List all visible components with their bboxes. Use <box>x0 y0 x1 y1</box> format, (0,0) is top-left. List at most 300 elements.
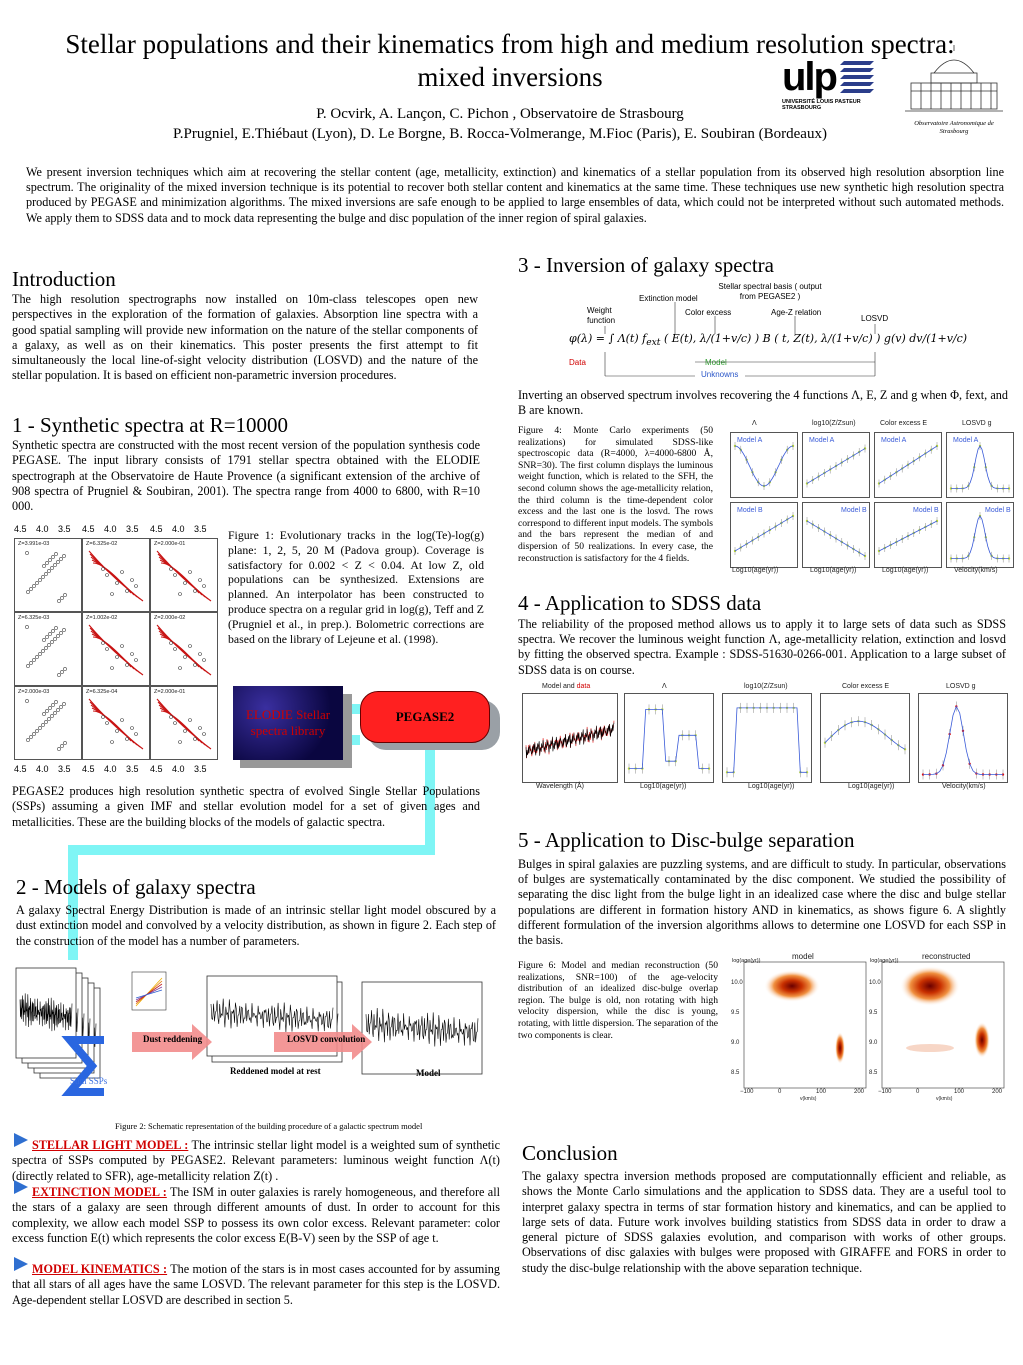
fig1-point <box>179 593 182 596</box>
fig1-point <box>189 719 192 722</box>
fig2-model-spectrum-frame <box>362 982 482 1074</box>
fig1-point <box>60 596 63 599</box>
fig1-point <box>116 582 119 585</box>
eq-label-unknowns: Unknowns <box>701 370 739 379</box>
sdss-plot <box>919 694 1007 782</box>
fig1-track <box>89 625 143 675</box>
fig1-point <box>170 568 173 571</box>
tick: 4.0 <box>104 524 117 534</box>
fig6-bulge-blob <box>764 970 820 1002</box>
fig1-point <box>50 714 53 717</box>
elodie-label: ELODIE Stellar spectra library <box>245 707 331 738</box>
fig1-point <box>57 747 60 750</box>
sdss-model-line <box>526 723 614 758</box>
fig4-curve <box>807 449 865 484</box>
equation-diagram <box>565 282 968 382</box>
sdss-curve <box>727 708 807 772</box>
fig1-panel-plot <box>15 687 81 759</box>
fig6-xtick: 0 <box>778 1089 782 1095</box>
bullet-kinematics <box>12 1262 500 1308</box>
fig1-point <box>26 664 29 667</box>
fig1-track <box>93 563 131 593</box>
fig1-panel <box>150 538 218 612</box>
sdss-col-title: LOSVD g <box>946 683 976 690</box>
fig1-grid <box>14 538 218 763</box>
figure-1 <box>14 524 224 776</box>
fig1-track <box>89 551 143 601</box>
fig1-point <box>53 637 56 640</box>
fig4-plot <box>875 433 941 497</box>
fig6-xtick: 0 <box>916 1089 920 1095</box>
fig1-point <box>47 717 50 720</box>
fig1-point <box>44 720 47 723</box>
fig4-panel <box>874 502 942 568</box>
fig1-point <box>111 667 114 670</box>
tick: 4.5 <box>14 764 27 774</box>
fig4-plot <box>731 503 797 567</box>
fig4-panel <box>946 432 1014 498</box>
authors-line-1: P. Ocvirk, A. Lançon, C. Pichon , Observatoire de Strasbourg <box>316 106 684 122</box>
bullet-kinematics-text: The motion of the stars is in most cases accounted for by assuming that all stars of all ages have the same LOSVD. The relevant parameter for this step is the LOSVD. Age-dependent stellar LOSVD are described in section 5. <box>12 1262 500 1307</box>
tick: 4.0 <box>36 524 49 534</box>
connector-line <box>68 845 435 855</box>
fig6-xtick: 100 <box>816 1089 827 1095</box>
figure-2 <box>12 962 502 1114</box>
fig4-curve <box>951 446 1009 489</box>
fig6-xlabel: v(km/s) <box>936 1096 953 1102</box>
fig1-point <box>102 716 105 719</box>
fig1-point <box>111 741 114 744</box>
fig1-point <box>38 578 41 581</box>
sdss-panel <box>624 693 714 783</box>
fig1-track <box>161 711 199 741</box>
bullet-extinction-text: The ISM in outer galaxies is rarely homogeneous, and therefore all the stars of a galaxy are seen through different amounts of dust. In order to account for this complexity, we allow each model SSP to possess its own color excess. Relevant parameter: color excess function E(t) which represents the color excess E(B-V) seen by the SSP of age t. <box>12 1185 500 1245</box>
fig1-panel <box>150 686 218 760</box>
fig6-xtick: 200 <box>854 1089 865 1095</box>
ulp-logo-subtitle: UNIVERSITÉ LOUIS PASTEUR STRASBOURG <box>782 99 861 111</box>
sec4-text: The reliability of the proposed method allows us to apply it to large sets of data such as SDSS spectra. We recover the luminous weight function Λ, age-metallicity relation, extinction and losvd by fitting the observed spectra. Example : SDSS-51630-0266-001. Application to a large subset of SDSS data is on course. <box>518 617 1006 677</box>
fig4-model-label: Model B <box>985 507 1011 514</box>
fig4-model-label: Model A <box>881 437 907 444</box>
fig4-plot <box>803 433 869 497</box>
fig4-model-label: Model A <box>809 437 835 444</box>
fig4-curve <box>879 446 937 484</box>
fig1-point <box>57 599 60 602</box>
ulp-logo <box>782 55 877 115</box>
sec4-heading: 4 - Application to SDSS data <box>518 591 762 615</box>
fig1-point <box>203 585 206 588</box>
fig1-track <box>157 699 211 749</box>
tick: 4.5 <box>82 524 95 534</box>
sdss-col-title <box>542 683 590 690</box>
pegase-box <box>360 691 490 743</box>
fig6-ytick: 8.5 <box>869 1070 878 1076</box>
equation: φ(λ) = ∫ Λ(t) $f_{ext}$ ( E(t), λ/(1+v/c) ) B ( t, Z(t), λ/(1+v/c) ) g(v) dv/(1+v/c) <box>569 332 968 349</box>
fig1-point <box>56 708 59 711</box>
tick: 4.5 <box>14 524 27 534</box>
conclusion-heading: Conclusion <box>522 1141 618 1165</box>
fig1-panel <box>82 538 150 612</box>
fig6-ytick: 9.0 <box>869 1040 878 1046</box>
fig1-point <box>53 563 56 566</box>
elodie-box <box>233 686 343 760</box>
fig6-ytick: 9.5 <box>869 1010 878 1016</box>
fig4-curve <box>951 516 1009 559</box>
sdss-col-title: log10(Z/Zsun) <box>744 683 788 690</box>
fig1-point <box>56 634 59 637</box>
fig1-point <box>26 590 29 593</box>
figure-6 <box>730 952 1015 1102</box>
fig1-track <box>93 711 131 741</box>
fig1-panel-plot <box>15 539 81 611</box>
fig1-caption: Figure 1: Evolutionary tracks in the log(Te)-log(g) plane: 1, 2, 5, 20 M (Padova group). Coverage is satisfactory for 0.002 < Z < 0.04. At low Z, old populations can be synthesized. Extensions are planned. An interpolator has been constructed to produce spectra on a regular grid in log(g), Teff and Z (Prugniel et al., in prep.). Bolometric corrections are based on the library of Lejeune et al. (1998). <box>228 528 484 646</box>
fig1-point <box>45 709 48 712</box>
fig1-point <box>44 572 47 575</box>
tick: 4.0 <box>104 764 117 774</box>
fig1-point <box>63 741 66 744</box>
tick: 3.5 <box>58 524 71 534</box>
tick: 3.5 <box>58 764 71 774</box>
fig1-point <box>121 719 124 722</box>
fig6-disc-blob <box>974 1022 990 1058</box>
fig1-panel-plot <box>83 539 149 611</box>
fig4-plot <box>947 503 1013 567</box>
abstract: We present inversion techniques which aim at recovering the stellar content (age, metallicity, extinction) and kinematics of a stellar population from its observed high resolution absorption line spectrum. The originality of the mixed inversion technique is its potential to recover both stellar content and kinematics at the same time. These techniques use new synthetic high resolution spectra produced by PEGASE and minimization algorithms. The mixed inversions are safe enough to be applied to large ensembles of data, which could not be interpreted without such automated methods. We apply them to SDSS data and to mock data representing the bulge and disc population of the inner region of spiral galaxies. <box>26 165 1004 225</box>
fig1-point <box>35 729 38 732</box>
fig1-point <box>116 656 119 659</box>
fig1-point <box>51 555 54 558</box>
fig1-point <box>194 738 197 741</box>
fig1-point <box>194 664 197 667</box>
fig4-model-label: Model B <box>841 507 867 514</box>
tick: 4.5 <box>150 524 163 534</box>
fig1-point <box>184 656 187 659</box>
fig1-point <box>54 552 57 555</box>
fig6-residual <box>906 1044 954 1052</box>
fig1-point <box>135 733 138 736</box>
fig6-xtick: 100 <box>954 1089 965 1095</box>
fig4-col-title: log10(Z/Zsun) <box>812 420 856 427</box>
sdss-panel <box>722 693 812 783</box>
fig4-x-label: Velocity(km/s) <box>954 567 998 574</box>
fig1-point <box>62 702 65 705</box>
sdss-x-label: Log10(age(yr)) <box>748 783 795 790</box>
fig6-ytick: 8.5 <box>731 1070 740 1076</box>
tick: 4.0 <box>172 524 185 534</box>
fig4-curve <box>879 521 937 551</box>
fig1-point <box>38 726 41 729</box>
tick: 4.5 <box>150 764 163 774</box>
fig4-curve <box>807 521 865 556</box>
fig1-panel-plot <box>15 613 81 685</box>
bullet-stellar-light-text: The intrinsic stellar light model is a weighted sum of synthetic spectra of SSPs computed by PEGASE2. Relevant parameters: luminous weight function Λ(t) (directly related to SFR), age-metallicity relation Z(t) . <box>12 1138 500 1183</box>
fig1-point <box>25 625 28 628</box>
fig4-col-title: Λ <box>752 420 757 427</box>
poster-title: Stellar populations and their kinematics from high and medium resolution spectra: mixed inversions <box>65 29 955 92</box>
fig6-ylabel: log(age(yr)) <box>870 958 899 964</box>
sec2-text: A galaxy Spectral Energy Distribution is made of an intrinsic stellar light model obscured by a dust extinction model and convolved by a velocity distribution, as shown in figure 2. Each step of the construction of the model has a number of parameters. <box>16 903 496 948</box>
fig2-diagram <box>12 962 502 1114</box>
fig1-panel-label: Z=6.325e-04 <box>86 689 118 695</box>
eq-label-extinction: Extinction model <box>639 294 698 303</box>
tick: 4.0 <box>172 764 185 774</box>
sec5-text: Bulges in spiral galaxies are puzzling systems, and are difficult to study. In particular, observations of bulges are systematically contaminated by the disc component. We studied the possibility of separating the disc light from the bulge light in an idealized case where the disc and bulge stellar populations are different in formation history AND in kinematics, as shows figure 6. A slightly different formulation of the inversion algorithms allows to determine one LOSVD for each SSP in the basis. <box>518 857 1006 948</box>
fig1-track <box>157 625 211 675</box>
sec1-text: Synthetic spectra are constructed with the most recent version of the population synthesis code PEGASE. The input library consists of 1791 stellar spectra obtained with the ELODIE spectrograph at the Observatoire de Haute Provence (a significant extension of the archive of 908 spectra of Prugniel & Soubiran, 2001). The spectra range from 4000 to 6800, with R=10 000. <box>12 438 480 514</box>
fig1-point <box>51 703 54 706</box>
fig1-point <box>62 628 65 631</box>
fig2-label-reddened: Reddened model at rest <box>230 1066 321 1076</box>
fig1-point <box>42 712 45 715</box>
tick: 3.5 <box>126 764 139 774</box>
fig1-point <box>47 643 50 646</box>
eq-label-weight: Weight function <box>587 306 616 325</box>
fig2-label-losvd: LOSVD convolution <box>287 1034 366 1044</box>
sdss-panel <box>522 693 618 783</box>
fig1-point <box>56 560 59 563</box>
fig1-point <box>50 640 53 643</box>
sdss-plot <box>523 694 617 782</box>
sec3-text: Inverting an observed spectrum involves recovering the 4 functions Λ, E, Z and g when Φ, fext, and B are known. <box>518 388 1008 418</box>
fig1-point <box>42 638 45 641</box>
fig1-point <box>50 566 53 569</box>
fig1-point <box>63 667 66 670</box>
fig4-x-label: Log10(age(yr)) <box>810 567 857 574</box>
fig1-point <box>38 652 41 655</box>
conclusion-text: The galaxy spectra inversion methods proposed are computationnally efficient and reliable, as shows the Monte Carlo simulations and the application to SDSS data. They are a useful tool to interpret galaxy spectra in terms of star formation history and kinematics, and can be applied to large sets of data. Future work involves building statistics from SDSS data in order to draw a general picture of SDSS galaxies evolution, and comparison with works of other groups. Observations of disc galaxies with bulges were proposed with GIRAFFE and FORS in order to study the disc-bulge relationship with the above separation technique. <box>522 1169 1006 1275</box>
fig1-point <box>199 727 202 730</box>
fig2-caption: Figure 2: Schematic representation of the building procedure of a galactic spectrum model <box>115 1121 423 1131</box>
fig1-point <box>170 716 173 719</box>
fig6-ylabel: log(age(yr)) <box>732 958 761 964</box>
fig1-point <box>42 564 45 567</box>
sdss-col-title-pre: Model and <box>542 683 577 690</box>
fig1-point <box>32 658 35 661</box>
eq-label-model: Model <box>705 358 727 367</box>
fig1-point <box>121 571 124 574</box>
fig1-panel-plot <box>83 687 149 759</box>
fig1-point <box>32 732 35 735</box>
fig1-panel <box>14 686 82 760</box>
fig4-x-label: Log10(age(yr)) <box>882 567 929 574</box>
fig1-point <box>47 569 50 572</box>
fig1-track <box>93 637 131 667</box>
fig1-point <box>199 653 202 656</box>
fig1-point <box>102 568 105 571</box>
fig6-maps <box>730 952 1015 1102</box>
fig6-xlabel: v(km/s) <box>800 1096 817 1102</box>
sdss-col-title: Color excess E <box>842 683 890 690</box>
bullet-kinematics-title: MODEL KINEMATICS : <box>32 1262 168 1276</box>
observatory-logo-caption: Observatoire Astronomique de Strasbourg <box>914 120 994 135</box>
eq-label-basis: Stellar spectral basis ( output from PEGASE2 ) <box>718 282 822 301</box>
fig6-disc-blob <box>835 1032 845 1064</box>
fig1-panel <box>14 538 82 612</box>
fig1-panel-plot <box>151 687 217 759</box>
fig1-point <box>48 632 51 635</box>
sec1-heading: 1 - Synthetic spectra at R=10000 <box>12 413 289 437</box>
fig1-point <box>25 699 28 702</box>
fig1-point <box>131 727 134 730</box>
observatory-logo <box>903 45 1005 135</box>
tick: 4.0 <box>36 764 49 774</box>
fig2-label-dust: Dust reddening <box>143 1034 203 1044</box>
sec3-heading: 3 - Inversion of galaxy spectra <box>518 253 774 277</box>
fig6-xtick: 200 <box>992 1089 1003 1095</box>
fig1-point <box>126 738 129 741</box>
fig6-title-reconstructed: reconstructed <box>922 952 971 961</box>
fig4-panel <box>874 432 942 498</box>
fig1-point <box>126 664 129 667</box>
fig4-panel <box>730 432 798 498</box>
fig4-panel <box>802 502 870 568</box>
fig1-point <box>48 706 51 709</box>
fig1-point <box>54 626 57 629</box>
fig1-point <box>35 581 38 584</box>
fig6-title-model: model <box>792 952 814 961</box>
fig1-panel-label: Z=6.325e-03 <box>18 615 50 621</box>
fig1-point <box>54 700 57 703</box>
fig1-point <box>63 593 66 596</box>
fig1-point <box>189 571 192 574</box>
figure-sdss <box>522 683 1012 793</box>
fig6-xtick: −100 <box>878 1089 892 1095</box>
fig1-point <box>53 711 56 714</box>
fig4-x-label: Log10(age(yr)) <box>732 567 779 574</box>
fig6-ytick: 10.0 <box>731 980 743 986</box>
fig1-point <box>60 670 63 673</box>
tick: 3.5 <box>194 764 207 774</box>
fig1-point <box>174 648 177 651</box>
fig4-plot <box>875 503 941 567</box>
sdss-panel <box>820 693 910 783</box>
fig4-plot <box>947 433 1013 497</box>
fig1-point <box>135 659 138 662</box>
fig4-curve <box>735 516 793 551</box>
bullet-extinction-title: EXTINCTION MODEL : <box>32 1185 167 1199</box>
fig1-point <box>106 722 109 725</box>
fig1-panel-label: Z=2.000e-01 <box>154 541 186 547</box>
fig1-panel-label: Z=3.991e-03 <box>18 541 50 547</box>
fig1-panel <box>14 612 82 686</box>
sec2-heading: 2 - Models of galaxy spectra <box>16 875 256 899</box>
eq-label-color: Color excess <box>685 308 732 317</box>
fig4-panel <box>730 502 798 568</box>
fig1-point <box>32 584 35 587</box>
fig4-caption: Figure 4: Monte Carlo experiments (50 realizations) for simulated SDSS-like spectroscopic data (R=4000, λ=4000-6800 Å, SNR=30). The first column displays the luminous weight function, which is related to the SFH, the second column shows the age-metallicity relation, the third column is the time-dependent color excess and the last one is the losvd. The rows correspond to different input models. The symbols and the bars represent the median of and dispersion of 50 realizations. In every case, the reconstruction is satisfactory for the 4 fields. <box>518 425 713 564</box>
fig6-ytick: 9.0 <box>731 1040 740 1046</box>
fig1-point <box>106 648 109 651</box>
fig1-point <box>203 659 206 662</box>
sec5-heading: 5 - Application to Disc-bulge separation <box>518 828 855 852</box>
fig1-point <box>45 561 48 564</box>
sdss-plot <box>723 694 811 782</box>
fig1-panel-plot <box>151 613 217 685</box>
fig6-caption: Figure 6: Model and median reconstruction (50 realizations, SNR=100) of the age-velocity distribution of an idealized disc-bulge overlap region. The bulge is old, non rotating with high velocity dispersion, while the disc is young, rotating, with little dispersion. The separation of the two components is clear. <box>518 960 718 1041</box>
fig6-xtick: −100 <box>740 1089 754 1095</box>
bullet-stellar-light-title: STELLAR LIGHT MODEL : <box>32 1138 189 1152</box>
fig1-track <box>161 563 199 593</box>
fig2-label-sum: Sum SSPs <box>70 1076 108 1086</box>
fig4-curve <box>735 446 793 486</box>
eq-bracket-lines <box>565 282 968 382</box>
fig1-point <box>194 590 197 593</box>
fig1-point <box>29 661 32 664</box>
fig4-model-label: Model B <box>737 507 763 514</box>
fig4-panel <box>802 432 870 498</box>
sdss-panel <box>918 693 1008 783</box>
fig1-point <box>62 554 65 557</box>
fig6-ytick: 10.0 <box>869 980 881 986</box>
fig1-point <box>26 738 29 741</box>
fig4-model-label: Model B <box>913 507 939 514</box>
fig1-point <box>135 585 138 588</box>
fig1-point <box>59 705 62 708</box>
fig4-plot <box>731 433 797 497</box>
fig1-panel-label: Z=6.325e-02 <box>86 541 118 547</box>
figure-4 <box>722 420 1014 580</box>
fig1-point <box>106 574 109 577</box>
fig1-panel <box>150 612 218 686</box>
sdss-col-title-data: data <box>576 683 591 690</box>
fig1-point <box>131 653 134 656</box>
tick: 3.5 <box>126 524 139 534</box>
fig1-point <box>174 722 177 725</box>
sdss-x-label: Log10(age(yr)) <box>640 783 687 790</box>
fig4-plot <box>803 503 869 567</box>
tick: 3.5 <box>194 524 207 534</box>
bullet-stellar-light <box>12 1138 500 1184</box>
fig1-panel <box>82 612 150 686</box>
pegase-label: PEGASE2 <box>395 709 455 724</box>
fig1-point <box>41 649 44 652</box>
fig1-point <box>51 629 54 632</box>
fig1-point <box>41 723 44 726</box>
fig1-point <box>41 575 44 578</box>
fig2-label-model: Model <box>416 1068 441 1078</box>
observatory-dome-icon <box>903 45 1005 115</box>
fig1-point <box>189 645 192 648</box>
fig4-panel <box>946 502 1014 568</box>
fig1-point <box>59 631 62 634</box>
fig6-bulge-blob <box>900 966 960 1006</box>
authors-line-2: P.Prugniel, E.Thiébaut (Lyon), D. Le Borgne, B. Rocca-Volmerange, M.Fioc (Paris), E. Soubiran (Bordeaux) <box>173 126 827 142</box>
fig1-point <box>126 590 129 593</box>
sdss-curve <box>923 707 1003 775</box>
sdss-plot <box>625 694 713 782</box>
fig1-panel <box>82 686 150 760</box>
fig1-point <box>179 741 182 744</box>
fig1-track <box>157 551 211 601</box>
fig1-point <box>174 574 177 577</box>
intro-heading: Introduction <box>12 267 116 291</box>
fig1-point <box>35 655 38 658</box>
fig1-point <box>45 635 48 638</box>
ulp-logo-text: ulp <box>782 55 836 99</box>
intro-text: The high resolution spectrographs now installed on 10m-class telescopes open new perspectives in the exploration of the formation of galaxies. Absorption line spectra with a good spatial sampling will provide new information on the nature of the stellar components of a galaxy, as well as on their kinematics. This poster presents the first attempt to fit simultaneously the local line-of-sight velocity distribution (LOSVD) and the nature of the stellar population. It is based on efficient non-parametric inversion procedures. <box>12 292 478 383</box>
fig1-point <box>179 667 182 670</box>
fig1-panel-label: Z=2.000e-01 <box>154 689 186 695</box>
sdss-x-label: Log10(age(yr)) <box>848 783 895 790</box>
tick: 4.5 <box>82 764 95 774</box>
fig4-model-label: Model A <box>737 437 763 444</box>
fig1-panel-label: Z=2.000e-03 <box>18 689 50 695</box>
fig1-point <box>29 735 32 738</box>
fig1-point <box>184 730 187 733</box>
fig1-point <box>184 582 187 585</box>
sec1-after-text: PEGASE2 produces high resolution synthetic spectra of evolved Single Stellar Populations (SSPs) assuming a given IMF and stellar evolution model for a set of given ages and metallicities. These are the building blocks of the models of galactic spectra. <box>12 784 480 829</box>
fig1-point <box>203 733 206 736</box>
